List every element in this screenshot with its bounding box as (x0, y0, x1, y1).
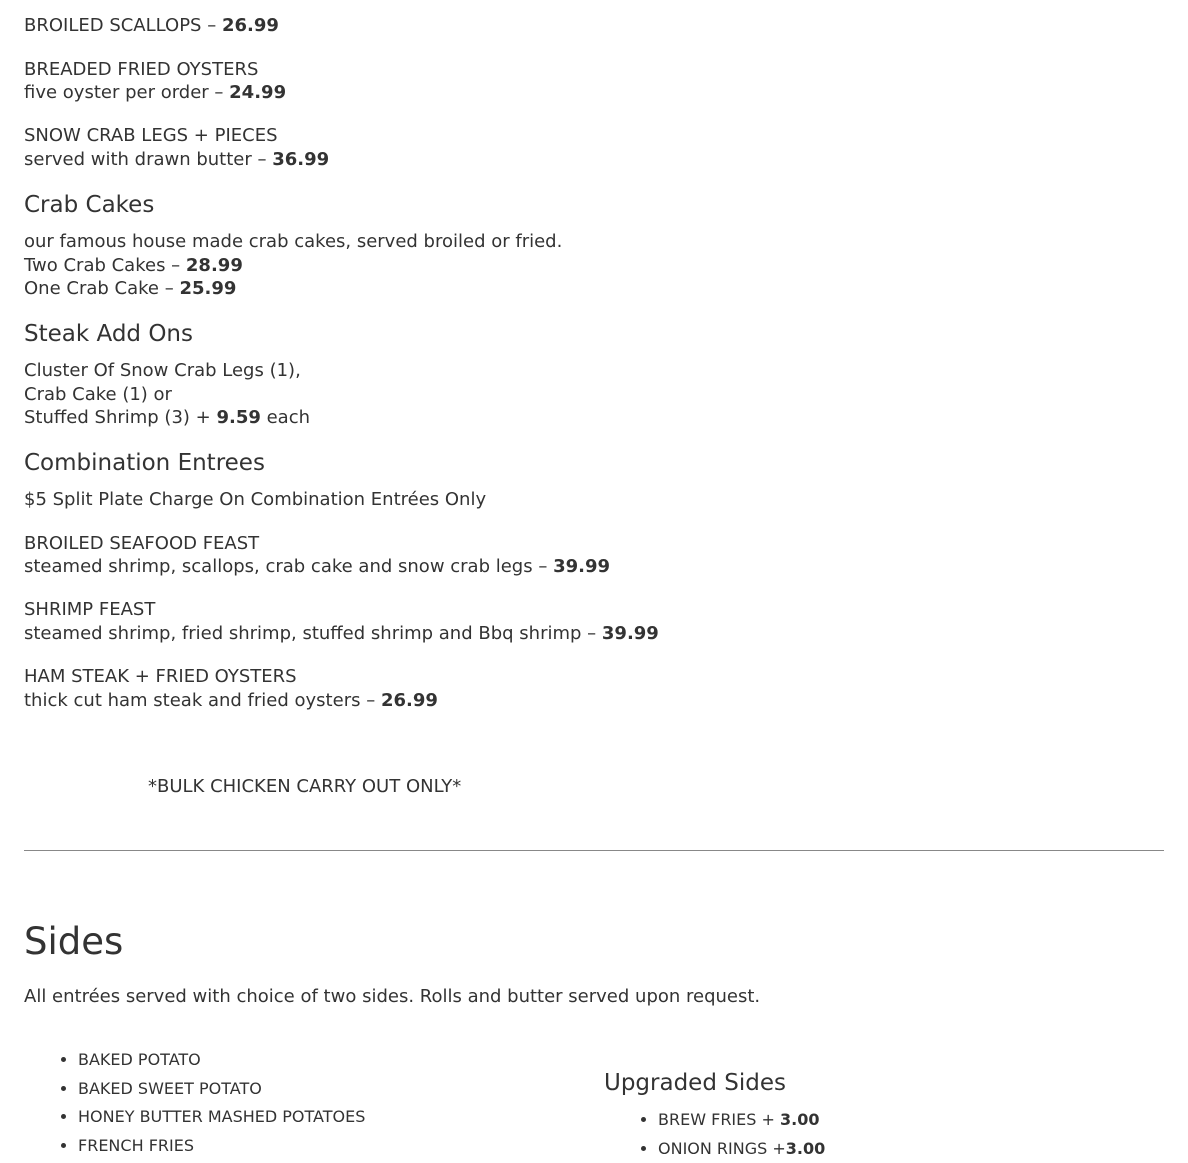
section-divider (24, 850, 1164, 851)
addon-prefix: Stuffed Shrimp (3) + (24, 407, 217, 428)
price-separator: – (581, 623, 602, 644)
item-name: BROILED SCALLOPS (24, 15, 202, 36)
menu-item-broiled-scallops (24, 14, 279, 38)
menu-item-desc (24, 148, 329, 172)
list-item (658, 1135, 825, 1163)
combination-note: $5 Split Plate Charge On Combination Entrées Only (24, 489, 487, 510)
upgraded-sides-list (604, 1106, 825, 1163)
bulk-chicken-note: *BULK CHICKEN CARRY OUT ONLY* (148, 776, 462, 797)
item-price: 26.99 (221, 15, 279, 36)
price-separator: – (532, 556, 554, 577)
side-name: ONION RINGS (658, 1138, 768, 1158)
price-separator: + (756, 1110, 780, 1129)
addon-line (24, 406, 310, 430)
section-heading-combination-entrees: Combination Entrees (24, 450, 265, 476)
list-item: • BAKED POTATO (78, 1046, 365, 1075)
list-item (658, 1106, 825, 1135)
crab-cake-option (24, 277, 236, 301)
menu-item-name: HAM STEAK + FRIED OYSTERS (24, 666, 297, 687)
crab-cakes-desc: our famous house made crab cakes, served broiled or fried. (24, 231, 563, 252)
menu-item-name: BREADED FRIED OYSTERS (24, 59, 259, 80)
menu-item-desc (24, 622, 659, 646)
menu-item-name: SNOW CRAB LEGS + PIECES (24, 125, 278, 146)
price-separator: + (767, 1138, 786, 1158)
item-price: 26.99 (380, 690, 438, 711)
side-name: BREW FRIES (658, 1110, 757, 1129)
menu-item-desc (24, 81, 286, 105)
item-desc: served with drawn butter (24, 149, 252, 170)
addon-line: Cluster Of Snow Crab Legs (1), (24, 360, 301, 381)
menu-item-desc (24, 689, 438, 713)
price-separator: – (360, 690, 381, 711)
item-desc: steamed shrimp, fried shrimp, stuffed shrimp and Bbq shrimp (24, 623, 582, 644)
item-price: 3.00 (785, 1138, 826, 1158)
item-price: 28.99 (185, 255, 243, 276)
item-desc: thick cut ham steak and fried oysters (24, 690, 361, 711)
menu-item-name: SHRIMP FEAST (24, 599, 156, 620)
sides-list (24, 1046, 365, 1160)
price-separator: – (158, 278, 180, 299)
crab-cake-option (24, 254, 243, 278)
section-heading-steak-add-ons: Steak Add Ons (24, 321, 193, 347)
price-separator: – (208, 82, 230, 103)
price-separator: – (165, 255, 186, 276)
menu-item-name: BROILED SEAFOOD FEAST (24, 533, 260, 554)
section-heading-sides: Sides (24, 920, 124, 963)
item-price: 3.00 (780, 1110, 820, 1129)
item-price: 39.99 (553, 556, 611, 577)
section-heading-crab-cakes: Crab Cakes (24, 192, 155, 218)
item-desc: five oyster per order (24, 82, 209, 103)
price-separator: – (201, 15, 222, 36)
upgraded-sides-heading: Upgraded Sides (604, 1070, 786, 1096)
option-label: Two Crab Cakes (24, 255, 166, 276)
item-price: 39.99 (601, 623, 659, 644)
addon-suffix: each (260, 407, 311, 428)
item-price: 25.99 (179, 278, 237, 299)
sides-intro: All entrées served with choice of two sides. Rolls and butter served upon request. (24, 986, 761, 1007)
item-price: 36.99 (272, 149, 330, 170)
option-label: One Crab Cake (24, 278, 159, 299)
item-desc: steamed shrimp, scallops, crab cake and snow crab legs (24, 556, 533, 577)
list-item: • BAKED SWEET POTATO (78, 1075, 365, 1104)
addon-line: Crab Cake (1) or (24, 384, 172, 405)
menu-item-desc (24, 555, 610, 579)
item-price: 9.59 (216, 407, 261, 428)
list-item: • HONEY BUTTER MASHED POTATOES (78, 1103, 365, 1132)
item-price: 24.99 (229, 82, 287, 103)
price-separator: – (251, 149, 273, 170)
list-item: • FRENCH FRIES (78, 1132, 365, 1161)
